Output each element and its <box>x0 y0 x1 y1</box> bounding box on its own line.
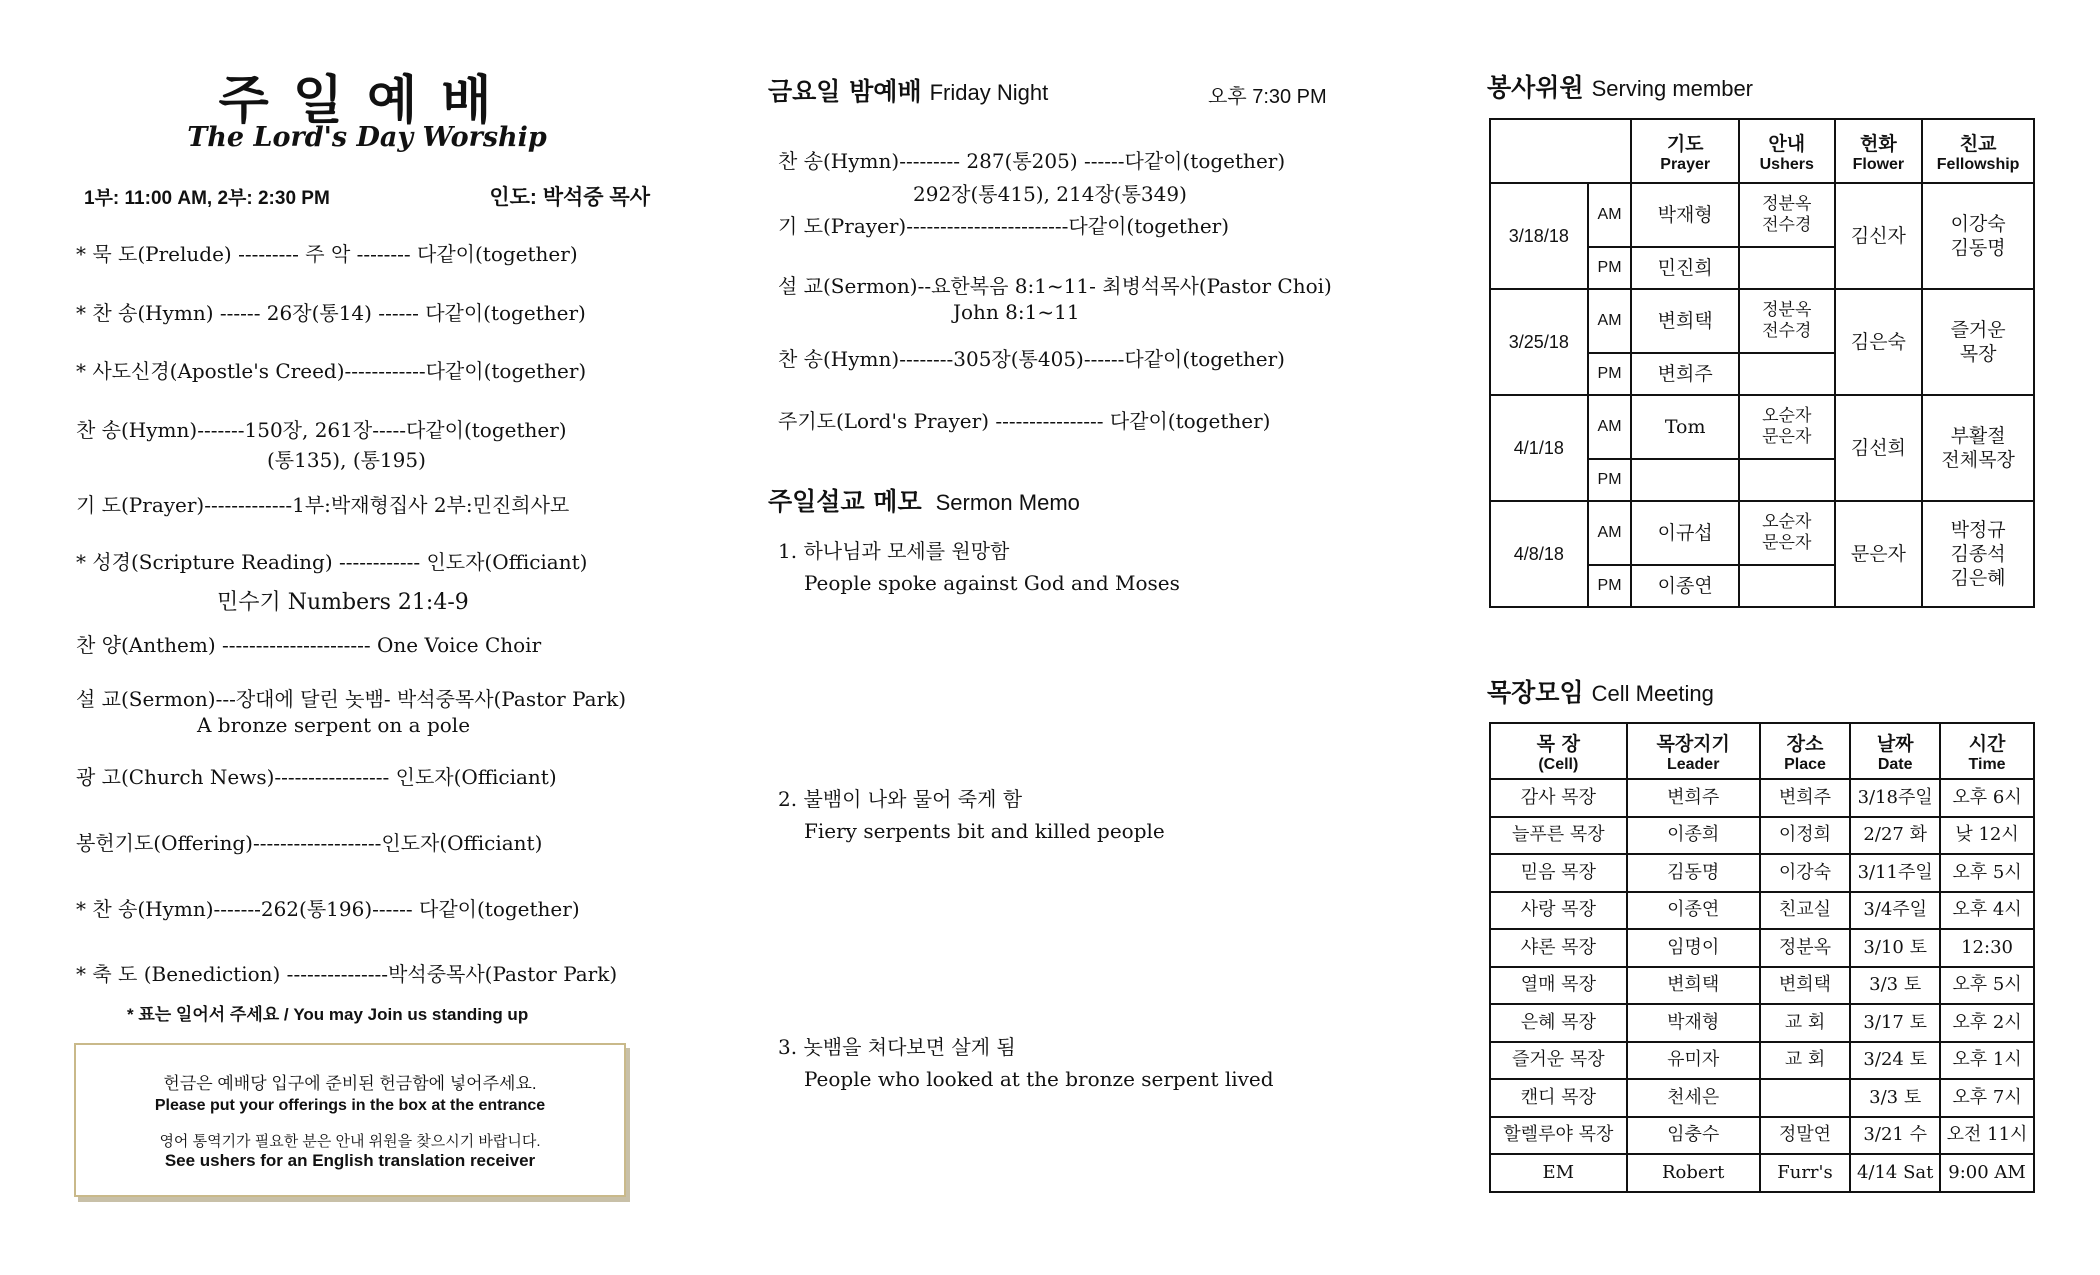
header-kr: 시간 <box>1968 732 2006 755</box>
am-prayer: 변희택 <box>1631 289 1738 353</box>
cell-date: 3/18주일 <box>1850 779 1940 817</box>
cell-leader: 임충수 <box>1627 1117 1760 1155</box>
week-date: 3/18/18 <box>1490 183 1588 289</box>
memo-point-1-en: People spoke against God and Moses <box>804 571 1180 595</box>
cell-name: 캔디 목장 <box>1490 1079 1627 1117</box>
cell-leader: Robert <box>1627 1154 1760 1192</box>
serving-header-blank <box>1490 119 1631 183</box>
cell-leader: 이종연 <box>1627 892 1760 930</box>
table-row <box>1490 1079 2034 1117</box>
cell-name: EM <box>1490 1154 1627 1192</box>
cell-date: 3/21 수 <box>1850 1117 1940 1155</box>
order-item-news: 광 고(Church News)----------------- 인도자(Officiant) <box>76 765 557 789</box>
fellowship-name: 김동명 <box>1950 237 2006 259</box>
order-item-prayer: 기 도(Prayer)-------------1부:박재형집사 2부:민진희사모 <box>76 493 570 517</box>
usher-name: 정분옥 <box>1762 300 1812 320</box>
header-kr: 목 장 <box>1536 732 1580 755</box>
header-kr: 목장지기 <box>1656 732 1730 755</box>
header-en: Time <box>1968 755 2006 773</box>
ushers-cell <box>1739 501 1835 565</box>
header-en: Flower <box>1852 155 1905 173</box>
usher-name: 오순자 <box>1762 406 1812 426</box>
cell-place: 변희택 <box>1760 967 1851 1005</box>
fellowship-cell <box>1922 183 2034 289</box>
serving-table <box>1489 118 2035 608</box>
serving-title-en: Serving member <box>1591 76 1753 101</box>
header-kr: 친교 <box>1959 132 1997 155</box>
memo-point-3-kr: 3. 놋뱀을 쳐다보면 살게 됨 <box>778 1035 1016 1059</box>
scripture-reference: 민수기 Numbers 21:4-9 <box>217 590 469 615</box>
fellowship-name: 이강숙 <box>1950 213 2006 235</box>
cell-name: 사랑 목장 <box>1490 892 1627 930</box>
cell-date: 4/14 Sat <box>1850 1154 1940 1192</box>
order-item-hymn-2-sub: (통135), (통195) <box>267 448 426 472</box>
order-item-sermon: 설 교(Sermon)---장대에 달린 놋뱀- 박석중목사(Pastor Park) <box>76 687 627 711</box>
cell-date: 3/17 토 <box>1850 1004 1940 1042</box>
order-item-prelude: * 묵 도(Prelude) --------- 주 악 -------- 다같이(together) <box>76 242 578 266</box>
table-row <box>1490 183 2034 247</box>
ushers-cell <box>1739 183 1835 247</box>
friday-title-kr: 금요일 밤예배 <box>768 77 922 106</box>
cell-date: 3/3 토 <box>1850 967 1940 1005</box>
pm-label: PM <box>1588 247 1632 289</box>
cell-name: 할렐루야 목장 <box>1490 1117 1627 1155</box>
header-en: Ushers <box>1759 155 1814 173</box>
serving-title-kr: 봉사위원 <box>1487 73 1584 102</box>
memo-point-2-kr: 2. 불뱀이 나와 물어 죽게 함 <box>778 787 1023 811</box>
pm-label: PM <box>1588 565 1632 607</box>
header-kr: 장소 <box>1786 732 1824 755</box>
cell-leader: 박재형 <box>1627 1004 1760 1042</box>
fellowship-name: 즐거운 <box>1950 319 2006 341</box>
header-kr: 날짜 <box>1876 732 1914 755</box>
header-en: Prayer <box>1660 155 1711 173</box>
fellowship-cell <box>1922 501 2034 607</box>
cell-time: 오후 5시 <box>1940 854 2034 892</box>
ushers-cell <box>1739 289 1835 353</box>
cell-leader: 김동명 <box>1627 854 1760 892</box>
pm-prayer: 민진희 <box>1631 247 1738 289</box>
cell-place: 교 회 <box>1760 1042 1851 1080</box>
am-label: AM <box>1588 395 1632 459</box>
cell-table-body <box>1490 779 2034 1192</box>
cell-date: 3/24 토 <box>1850 1042 1940 1080</box>
fellowship-name: 김은혜 <box>1950 567 2006 589</box>
cell-name: 샤론 목장 <box>1490 929 1627 967</box>
pm-label: PM <box>1588 353 1632 395</box>
table-row <box>1490 289 2034 353</box>
serving-header-row <box>1490 119 2034 183</box>
table-row <box>1490 779 2034 817</box>
friday-title-en: Friday Night <box>929 80 1049 105</box>
serving-header-fellowship <box>1922 119 2034 183</box>
ushers-cell-empty <box>1739 459 1835 501</box>
cell-header-time <box>1940 723 2034 779</box>
friday-sermon: 설 교(Sermon)--요한복음 8:1~11- 최병석목사(Pastor Choi) <box>778 274 1332 298</box>
fellowship-cell <box>1922 289 2034 395</box>
table-row <box>1490 1117 2034 1155</box>
cell-name: 열매 목장 <box>1490 967 1627 1005</box>
memo-point-1-kr: 1. 하나님과 모세를 원망함 <box>778 539 1010 563</box>
fellowship-name: 박정규 <box>1950 519 2006 541</box>
usher-name: 전수경 <box>1762 321 1812 341</box>
cell-place <box>1760 1079 1851 1117</box>
cell-time: 오후 1시 <box>1940 1042 2034 1080</box>
worship-title-en: The Lord's Day Worship <box>187 122 547 153</box>
cell-time: 오후 7시 <box>1940 1079 2034 1117</box>
table-row <box>1490 854 2034 892</box>
cell-header-place <box>1760 723 1851 779</box>
serving-header-ushers <box>1739 119 1835 183</box>
translation-notice-kr: 영어 통역기가 필요한 분은 안내 위원을 찾으시기 바랍니다. <box>159 1133 541 1150</box>
memo-title-kr: 주일설교 메모 <box>768 487 922 516</box>
cell-place: 정분옥 <box>1760 929 1851 967</box>
table-row <box>1490 967 2034 1005</box>
cell-date: 3/4주일 <box>1850 892 1940 930</box>
cell-title-kr: 목장모임 <box>1487 678 1584 707</box>
offering-notice-box <box>74 1043 626 1197</box>
memo-point-3-en: People who looked at the bronze serpent lived <box>804 1067 1274 1091</box>
header-en: Place <box>1784 755 1826 773</box>
table-row <box>1490 929 2034 967</box>
cell-title-en: Cell Meeting <box>1591 681 1714 706</box>
friday-heading <box>768 72 1048 108</box>
cell-date: 2/27 화 <box>1850 817 1940 855</box>
am-label: AM <box>1588 183 1632 247</box>
cell-date: 3/3 토 <box>1850 1079 1940 1117</box>
friday-time: 오후 7:30 PM <box>1208 86 1327 108</box>
table-row <box>1490 395 2034 459</box>
cell-header-date <box>1850 723 1940 779</box>
cell-leader: 이종희 <box>1627 817 1760 855</box>
cell-meeting-table <box>1489 722 2035 1193</box>
cell-date: 3/11주일 <box>1850 854 1940 892</box>
header-en: Leader <box>1666 755 1720 773</box>
header-en: Date <box>1877 755 1913 773</box>
flower-cell: 김신자 <box>1835 183 1923 289</box>
am-label: AM <box>1588 289 1632 353</box>
memo-heading <box>768 482 1080 518</box>
fellowship-name: 목장 <box>1959 343 1997 365</box>
pm-prayer: 변희주 <box>1631 353 1738 395</box>
order-item-scripture: * 성경(Scripture Reading) ------------ 인도자(Officiant) <box>76 550 588 574</box>
cell-header-cell <box>1490 723 1627 779</box>
flower-cell: 김은숙 <box>1835 289 1923 395</box>
cell-time: 낮 12시 <box>1940 817 2034 855</box>
friday-prayer: 기 도(Prayer)------------------------다같이(together) <box>778 214 1230 238</box>
worship-leader: 인도: 박석중 목사 <box>489 186 650 209</box>
cell-header-row <box>1490 723 2034 779</box>
memo-title-en: Sermon Memo <box>935 490 1080 515</box>
order-item-benediction: * 축 도 (Benediction) ---------------박석중목사(Pastor Park) <box>76 962 618 986</box>
cell-name: 감사 목장 <box>1490 779 1627 817</box>
am-label: AM <box>1588 501 1632 565</box>
friday-hymn-1-sub: 292장(통415), 214장(통349) <box>913 182 1187 206</box>
order-item-hymn-2: 찬 송(Hymn)-------150장, 261장-----다같이(together) <box>76 418 567 442</box>
pm-prayer: 이종연 <box>1631 565 1738 607</box>
friday-hymn-2: 찬 송(Hymn)--------305장(통405)------다같이(together) <box>778 347 1285 371</box>
worship-title-kr: 주일예배 <box>218 71 516 131</box>
fellowship-name: 김종석 <box>1950 543 2006 565</box>
usher-name: 문은자 <box>1762 533 1812 553</box>
pm-label: PM <box>1588 459 1632 501</box>
ushers-cell <box>1739 395 1835 459</box>
friday-lords-prayer: 주기도(Lord's Prayer) ---------------- 다같이(together) <box>778 409 1271 433</box>
friday-hymn-1: 찬 송(Hymn)--------- 287(통205) ------다같이(together) <box>778 149 1286 173</box>
serving-header-flower <box>1835 119 1923 183</box>
order-item-creed: * 사도신경(Apostle's Creed)------------다같이(together) <box>76 359 587 383</box>
cell-place: 정말연 <box>1760 1117 1851 1155</box>
usher-name: 정분옥 <box>1762 194 1812 214</box>
table-row <box>1490 1004 2034 1042</box>
header-en: Fellowship <box>1936 155 2020 173</box>
offering-notice-en: Please put your offerings in the box at the entrance <box>154 1097 546 1114</box>
cell-time: 오후 2시 <box>1940 1004 2034 1042</box>
usher-name: 오순자 <box>1762 512 1812 532</box>
table-row <box>1490 817 2034 855</box>
translation-notice-en: See ushers for an English translation receiver <box>164 1151 536 1170</box>
week-date: 4/1/18 <box>1490 395 1588 501</box>
order-item-offering: 봉헌기도(Offering)-------------------인도자(Officiant) <box>76 831 543 855</box>
cell-name: 즐거운 목장 <box>1490 1042 1627 1080</box>
ushers-cell-empty <box>1739 565 1835 607</box>
service-times: 1부: 11:00 AM, 2부: 2:30 PM <box>84 188 330 209</box>
cell-name: 늘푸른 목장 <box>1490 817 1627 855</box>
usher-name: 문은자 <box>1762 427 1812 447</box>
cell-name: 은혜 목장 <box>1490 1004 1627 1042</box>
week-date: 3/25/18 <box>1490 289 1588 395</box>
fellowship-cell <box>1922 395 2034 501</box>
sermon-title-en: A bronze serpent on a pole <box>197 713 471 737</box>
fellowship-name: 부활절 <box>1950 425 2006 447</box>
usher-name: 전수경 <box>1762 215 1812 235</box>
cell-place: 이정희 <box>1760 817 1851 855</box>
header-kr: 기도 <box>1666 132 1704 155</box>
fellowship-name: 전체목장 <box>1941 449 2015 471</box>
table-row <box>1490 1154 2034 1192</box>
cell-name: 믿음 목장 <box>1490 854 1627 892</box>
cell-date: 3/10 토 <box>1850 929 1940 967</box>
ushers-cell-empty <box>1739 353 1835 395</box>
table-row <box>1490 501 2034 565</box>
am-prayer: 이규섭 <box>1631 501 1738 565</box>
friday-sermon-ref: John 8:1~11 <box>953 300 1080 324</box>
cell-leader: 천세은 <box>1627 1079 1760 1117</box>
standing-note: * 표는 일어서 주세요 / You may Join us standing up <box>127 1005 529 1024</box>
serving-heading <box>1487 68 1753 104</box>
week-date: 4/8/18 <box>1490 501 1588 607</box>
am-prayer: 박재형 <box>1631 183 1738 247</box>
pm-prayer <box>1631 459 1738 501</box>
flower-cell: 문은자 <box>1835 501 1923 607</box>
cell-leader: 변희주 <box>1627 779 1760 817</box>
header-kr: 헌화 <box>1860 132 1897 155</box>
offering-notice-kr: 헌금은 예배당 입구에 준비된 헌금함에 넣어주세요. <box>163 1074 537 1093</box>
memo-point-2-en: Fiery serpents bit and killed people <box>804 819 1165 843</box>
cell-time: 오후 6시 <box>1940 779 2034 817</box>
cell-place: 변희주 <box>1760 779 1851 817</box>
cell-leader: 변희택 <box>1627 967 1760 1005</box>
cell-heading <box>1487 673 1714 709</box>
cell-leader: 유미자 <box>1627 1042 1760 1080</box>
ushers-cell-empty <box>1739 247 1835 289</box>
cell-leader: 임명이 <box>1627 929 1760 967</box>
cell-place: 친교실 <box>1760 892 1851 930</box>
serving-header-prayer <box>1631 119 1738 183</box>
cell-place: 이강숙 <box>1760 854 1851 892</box>
order-item-anthem: 찬 양(Anthem) ---------------------- One Voice Choir <box>76 633 542 657</box>
am-prayer: Tom <box>1631 395 1738 459</box>
cell-time: 오후 4시 <box>1940 892 2034 930</box>
order-item-hymn-1: * 찬 송(Hymn) ------ 26장(통14) ------ 다같이(together) <box>76 301 586 325</box>
cell-time: 9:00 AM <box>1940 1154 2034 1192</box>
cell-place: 교 회 <box>1760 1004 1851 1042</box>
cell-time: 오전 11시 <box>1940 1117 2034 1155</box>
order-item-hymn-3: * 찬 송(Hymn)-------262(통196)------ 다같이(together) <box>76 897 580 921</box>
table-row <box>1490 1042 2034 1080</box>
cell-header-leader <box>1627 723 1760 779</box>
flower-cell: 김선희 <box>1835 395 1923 501</box>
header-en: (Cell) <box>1538 755 1579 773</box>
cell-time: 12:30 <box>1940 929 2034 967</box>
cell-place: Furr's <box>1760 1154 1851 1192</box>
header-kr: 안내 <box>1768 132 1806 155</box>
table-row <box>1490 892 2034 930</box>
cell-time: 오후 5시 <box>1940 967 2034 1005</box>
